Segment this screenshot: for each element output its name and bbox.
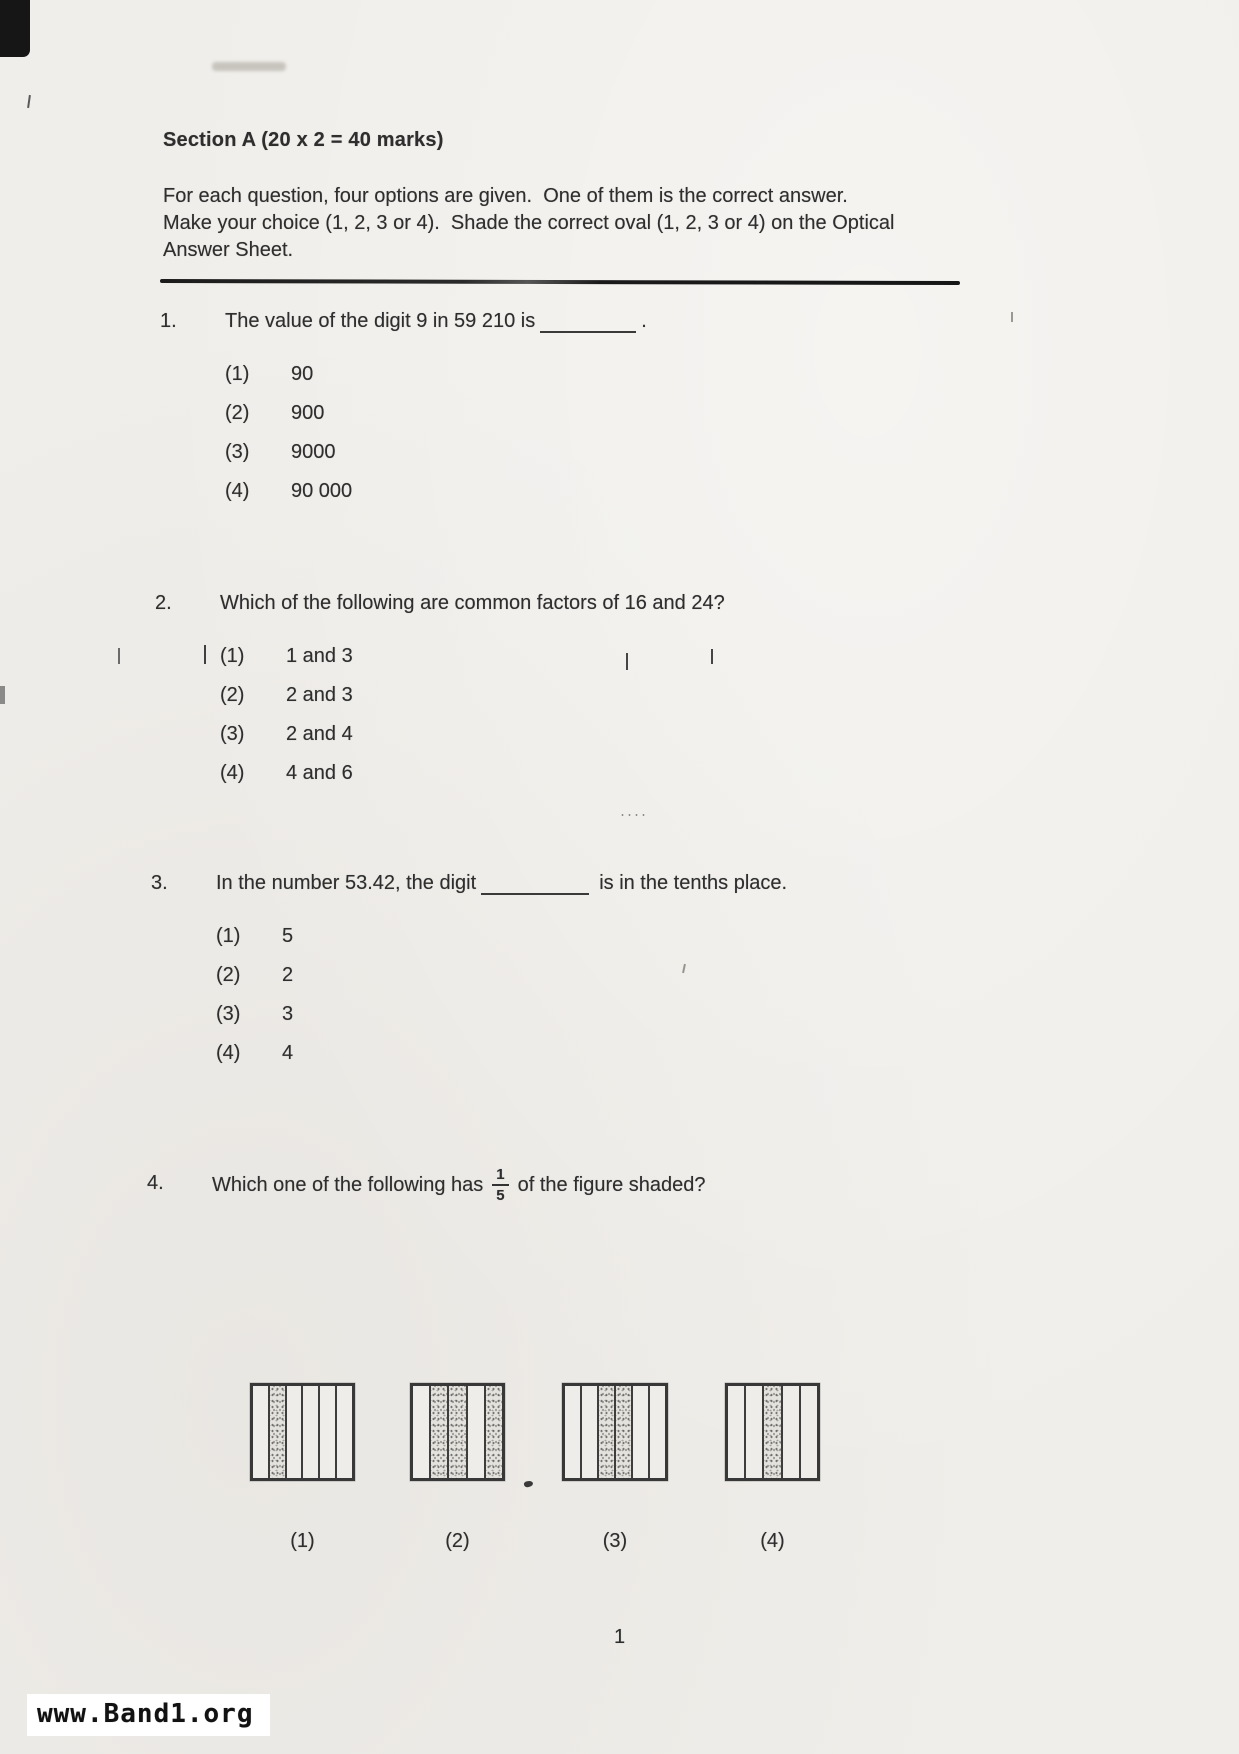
option-text: 2 and 3	[286, 684, 353, 706]
question-number: 1.	[160, 310, 177, 332]
figure-strip	[783, 1386, 801, 1478]
figure-strip	[565, 1386, 582, 1478]
option-row	[220, 645, 725, 684]
figure-strip-shaded	[764, 1386, 782, 1478]
option-text: 2	[282, 964, 294, 986]
question-text: Which of the following are common factors of 16 and 24?	[220, 592, 725, 614]
scan-artifact-smudge	[212, 62, 286, 71]
fraction	[492, 1166, 508, 1205]
question-1	[160, 310, 647, 519]
option-row	[216, 1042, 787, 1081]
figure-strip	[582, 1386, 599, 1478]
figure-strip	[633, 1386, 650, 1478]
question-3	[151, 872, 787, 1081]
answer-figures-area	[0, 1383, 1239, 1583]
answer-blank	[481, 875, 589, 895]
page-number: 1	[613, 1626, 626, 1648]
figure-strip	[320, 1386, 337, 1478]
option-label: (2)	[216, 964, 241, 986]
question-text: The value of the digit 9 in 59 210 is	[225, 310, 536, 332]
option-text: 90 000	[291, 480, 353, 502]
question-number: 2.	[155, 592, 172, 614]
question-2	[155, 592, 725, 801]
instructions-line: Make your choice (1, 2, 3 or 4). Shade the correct oval (1, 2, 3 or 4) on the Optical	[163, 212, 895, 234]
option-label: (4)	[220, 762, 245, 784]
option-text: 900	[291, 402, 325, 424]
options-list	[225, 363, 647, 519]
question-text: of the figure shaded?	[517, 1173, 706, 1196]
options-list	[220, 645, 725, 801]
figure-strip-shaded	[449, 1386, 467, 1478]
question-stem	[220, 592, 725, 615]
instructions-line: For each question, four options are given. One of them is the correct answer.	[163, 185, 848, 207]
option-row	[225, 402, 647, 441]
figure-strip-shaded	[616, 1386, 633, 1478]
answer-figure-1	[250, 1383, 355, 1481]
scan-artifact-tick	[118, 648, 120, 664]
figure-strip	[468, 1386, 486, 1478]
answer-blank	[540, 313, 636, 333]
answer-figure-2	[410, 1383, 505, 1481]
option-text: 4	[282, 1042, 294, 1064]
option-label: (2)	[225, 402, 250, 424]
fraction-denominator: 5	[496, 1187, 505, 1204]
question-text: is in the tenths place.	[599, 872, 788, 894]
scan-artifact-dots	[619, 813, 645, 817]
figure-label: (3)	[602, 1530, 628, 1552]
question-body	[216, 872, 787, 1081]
scan-artifact-tick	[0, 686, 5, 704]
figure-label: (1)	[290, 1530, 315, 1552]
instructions-line: Answer Sheet.	[163, 239, 294, 261]
scan-artifact-tick	[27, 95, 31, 108]
figure-strip-shaded	[486, 1386, 502, 1478]
option-row	[216, 964, 787, 1003]
question-text: .	[641, 310, 647, 332]
section-title: Section A (20 x 2 = 40 marks)	[163, 129, 444, 151]
figure-label: (2)	[445, 1530, 470, 1552]
option-text: 2 and 4	[286, 723, 353, 745]
question-stem	[212, 1160, 706, 1210]
figure-strip-shaded	[599, 1386, 616, 1478]
option-row	[220, 723, 725, 762]
figure-strip	[746, 1386, 764, 1478]
option-label: (3)	[216, 1003, 241, 1025]
answer-figure-4	[725, 1383, 820, 1481]
option-label: (3)	[225, 441, 250, 463]
option-text: 1 and 3	[286, 645, 353, 667]
question-body	[225, 310, 647, 519]
option-label: (1)	[216, 925, 241, 947]
option-label: (1)	[220, 645, 245, 667]
option-text: 3	[282, 1003, 294, 1025]
watermark: www.Band1.org	[27, 1694, 270, 1736]
option-row	[216, 925, 787, 964]
figure-strip	[413, 1386, 431, 1478]
question-body	[212, 1160, 706, 1210]
figure-strip	[728, 1386, 746, 1478]
option-row	[225, 363, 647, 402]
option-text: 9000	[291, 441, 336, 463]
section-divider	[160, 279, 960, 285]
question-text: Which one of the following has	[212, 1173, 484, 1196]
fraction-numerator: 1	[492, 1166, 508, 1186]
instructions	[163, 183, 1003, 264]
option-label: (2)	[220, 684, 245, 706]
question-body	[220, 592, 725, 801]
figure-label: (4)	[760, 1530, 785, 1552]
question-stem	[216, 872, 787, 895]
figure-strip-shaded	[431, 1386, 449, 1478]
option-text: 4 and 6	[286, 762, 353, 784]
option-text: 5	[282, 925, 294, 947]
option-row	[220, 684, 725, 723]
options-list	[216, 925, 787, 1081]
answer-figure-3	[562, 1383, 668, 1481]
option-label: (4)	[216, 1042, 241, 1064]
figure-strip	[337, 1386, 352, 1478]
question-4	[147, 1160, 706, 1210]
option-label: (3)	[220, 723, 245, 745]
scan-artifact-tick	[1011, 312, 1013, 322]
question-number: 4.	[147, 1172, 164, 1194]
option-row	[225, 480, 647, 519]
question-stem	[225, 310, 647, 333]
scan-artifact-corner	[0, 0, 30, 57]
option-row	[225, 441, 647, 480]
figure-strip	[287, 1386, 304, 1478]
option-label: (4)	[225, 480, 250, 502]
option-row	[220, 762, 725, 801]
figure-strip	[253, 1386, 270, 1478]
figure-strip	[801, 1386, 817, 1478]
question-number: 3.	[151, 872, 168, 894]
figure-strip	[303, 1386, 320, 1478]
option-row	[216, 1003, 787, 1042]
figure-strip-shaded	[270, 1386, 287, 1478]
option-text: 90	[291, 363, 314, 385]
option-label: (1)	[225, 363, 250, 385]
question-text: In the number 53.42, the digit	[216, 872, 477, 894]
figure-strip	[650, 1386, 665, 1478]
